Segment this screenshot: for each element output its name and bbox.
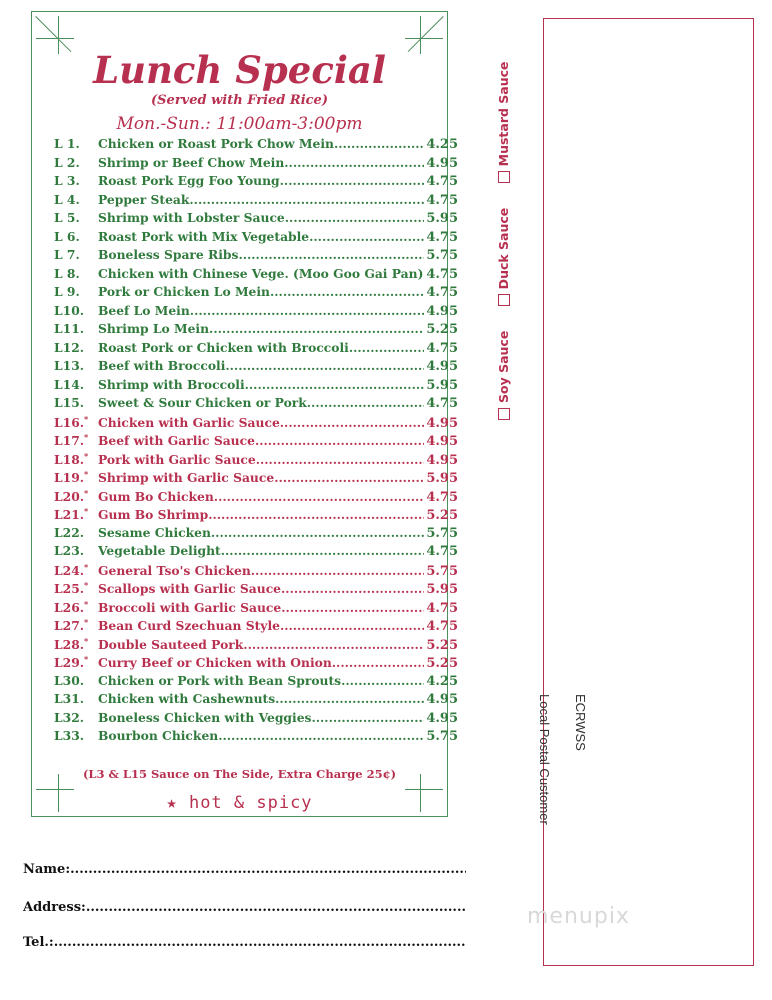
spicy-marker: * xyxy=(84,487,89,498)
item-name: Beef with Broccoli xyxy=(98,358,226,373)
duck-sauce-option[interactable]: Duck Sauce xyxy=(496,208,511,307)
leader-dots xyxy=(255,433,424,448)
item-price: 4.75 xyxy=(426,396,458,411)
tel-label: Tel.: xyxy=(23,935,54,950)
item-code: L16.* xyxy=(54,413,89,430)
item-code: L19.* xyxy=(54,469,89,486)
item-name: Shrimp or Beef Chow Mein xyxy=(98,154,285,170)
item-code: L32. xyxy=(54,709,85,725)
address-line[interactable] xyxy=(86,900,466,915)
item-price: 5.25 xyxy=(426,322,458,337)
item-price: 5.95 xyxy=(426,471,458,487)
leader-dots xyxy=(309,229,424,244)
item-name: Scallops with Garlic Sauce xyxy=(98,581,282,597)
leader-dots xyxy=(221,543,424,558)
spicy-marker: * xyxy=(84,598,89,609)
item-name: Roast Pork Egg Foo Young xyxy=(98,173,280,188)
item-price: 4.75 xyxy=(426,489,458,505)
item-code: L29.* xyxy=(54,654,89,671)
item-name: Chicken or Roast Pork Chow Mein xyxy=(98,136,334,151)
spicy-marker: * xyxy=(84,561,89,572)
item-code: L24.* xyxy=(54,561,89,578)
item-code: L28.* xyxy=(54,635,89,652)
item-name: Shrimp with Lobster Sauce xyxy=(98,210,285,225)
item-code: L12. xyxy=(54,339,85,355)
leader-dots xyxy=(256,452,424,467)
item-code: L15. xyxy=(54,395,85,410)
name-label: Name: xyxy=(23,862,71,877)
item-name: Beef with Garlic Sauce xyxy=(98,433,255,449)
leader-dots xyxy=(251,563,424,578)
item-price: 4.75 xyxy=(426,229,458,245)
item-code: L31. xyxy=(54,691,85,706)
menu-item xyxy=(54,266,458,285)
item-name: Shrimp Lo Mein xyxy=(98,321,210,336)
tel-line[interactable] xyxy=(54,935,466,950)
item-price: 4.95 xyxy=(426,359,458,374)
checkbox-icon[interactable] xyxy=(498,408,510,420)
menu-item xyxy=(54,617,458,636)
item-name: Sweet & Sour Chicken or Pork xyxy=(98,395,307,410)
item-name: General Tso's Chicken xyxy=(98,562,251,578)
spicy-marker: * xyxy=(84,635,89,646)
leader-dots xyxy=(307,395,424,410)
menu-item xyxy=(54,192,458,211)
item-name: Broccoli with Garlic Sauce xyxy=(98,599,282,615)
item-price: 4.25 xyxy=(426,673,458,689)
item-name: Sesame Chicken xyxy=(98,524,211,540)
star-icon: ★ xyxy=(166,793,178,813)
leader-dots xyxy=(285,210,424,225)
item-name: Shrimp with Broccoli xyxy=(98,376,245,392)
sauce-note: (L3 & L15 Sauce on The Side, Extra Charge 25¢) xyxy=(82,767,397,781)
item-price: 4.95 xyxy=(426,692,458,707)
item-price: 4.95 xyxy=(426,155,458,171)
menu-item xyxy=(54,580,458,599)
item-code: L20.* xyxy=(54,487,89,504)
leader-dots xyxy=(280,173,424,188)
menu-item xyxy=(54,229,458,248)
menu-item xyxy=(54,284,458,303)
menu-item xyxy=(54,358,458,377)
leader-dots xyxy=(332,655,424,670)
item-code: L13. xyxy=(54,358,85,373)
item-name: Double Sauteed Pork xyxy=(98,636,244,652)
menu-item xyxy=(54,247,458,266)
leader-dots xyxy=(281,600,424,615)
menu-item xyxy=(54,654,458,673)
item-name: Boneless Spare Ribs xyxy=(98,247,239,262)
ecrwss-text: ECRWSS xyxy=(573,694,588,751)
name-line[interactable] xyxy=(70,862,466,877)
item-price: 5.75 xyxy=(426,525,458,541)
item-code: L27.* xyxy=(54,617,89,634)
menu-item xyxy=(54,525,458,544)
watermark: menupix xyxy=(527,904,630,929)
item-price: 4.95 xyxy=(426,452,458,468)
item-price: 4.75 xyxy=(426,266,458,282)
menu-item xyxy=(54,155,458,174)
item-price: 4.75 xyxy=(426,619,458,635)
leader-dots xyxy=(218,728,424,743)
leader-dots xyxy=(334,136,424,151)
address-label: Address: xyxy=(23,900,86,915)
menu-item xyxy=(54,469,458,488)
item-name: Curry Beef or Chicken with Onion xyxy=(98,655,332,671)
leader-dots xyxy=(281,581,424,596)
item-code: L 8. xyxy=(54,265,80,281)
leader-dots xyxy=(190,303,424,318)
item-price: 4.75 xyxy=(426,285,458,300)
item-price: 4.95 xyxy=(426,303,458,319)
menu-item xyxy=(54,599,458,618)
leader-dots xyxy=(211,525,424,540)
item-name: Chicken or Pork with Bean Sprouts xyxy=(98,672,342,688)
item-price: 5.95 xyxy=(426,582,458,598)
leader-dots xyxy=(349,340,424,355)
item-code: L 7. xyxy=(54,247,80,262)
menu-item xyxy=(54,562,458,581)
hot-spicy-label: hot & spicy xyxy=(188,793,313,813)
spicy-marker: * xyxy=(84,506,89,516)
menu-item xyxy=(54,395,458,414)
item-code: L14. xyxy=(54,376,85,392)
item-name: Vegetable Delight xyxy=(98,543,221,558)
item-code: L26.* xyxy=(54,598,89,615)
item-price: 5.75 xyxy=(426,248,458,263)
menu-subtitle: (Served with Fried Rice) xyxy=(151,93,328,108)
menu-item xyxy=(54,377,458,396)
item-price: 5.25 xyxy=(426,637,458,653)
item-name: Pork with Garlic Sauce xyxy=(98,451,256,467)
leader-dots xyxy=(243,637,424,652)
item-code: L 1. xyxy=(54,136,80,151)
item-name: Gum Bo Shrimp xyxy=(98,507,209,523)
leader-dots xyxy=(270,284,424,299)
leader-dots xyxy=(189,192,424,207)
menu-item xyxy=(54,414,458,433)
menu-item xyxy=(54,432,458,451)
item-price: 4.95 xyxy=(426,415,458,431)
item-price: 4.75 xyxy=(426,340,458,356)
item-price: 4.75 xyxy=(426,174,458,189)
item-name: Pork or Chicken Lo Mein xyxy=(98,284,270,299)
menu-hours: Mon.-Sun.: 11:00am-3:00pm xyxy=(116,114,363,134)
item-name: Chicken with Garlic Sauce xyxy=(98,414,280,430)
spicy-marker: * xyxy=(84,617,89,627)
leader-dots xyxy=(214,489,424,504)
leader-dots xyxy=(275,691,424,706)
checkbox-icon[interactable] xyxy=(498,294,510,306)
leader-dots xyxy=(238,247,424,262)
menu-item xyxy=(54,506,458,525)
name-field[interactable] xyxy=(23,862,466,877)
item-price: 5.25 xyxy=(426,656,458,672)
item-name: Gum Bo Chicken xyxy=(98,488,214,504)
mustard-sauce-option[interactable]: Mustard Sauce xyxy=(496,61,511,183)
hot-spicy-legend xyxy=(32,793,447,813)
item-price: 4.75 xyxy=(426,192,458,208)
menu-list xyxy=(54,136,458,747)
menu-item xyxy=(54,636,458,655)
menu-item xyxy=(54,210,458,229)
leader-dots xyxy=(208,507,424,522)
leader-dots xyxy=(225,358,424,373)
menu-title: Lunch Special xyxy=(93,48,386,92)
leader-dots xyxy=(341,673,424,688)
item-name: Roast Pork or Chicken with Broccoli xyxy=(98,339,349,355)
item-code: L11. xyxy=(54,321,85,336)
item-code: L10. xyxy=(54,302,85,318)
menu-item xyxy=(54,321,458,340)
item-name: Boneless Chicken with Veggies xyxy=(98,709,312,725)
item-code: L21.* xyxy=(54,506,89,523)
item-price: 5.25 xyxy=(426,508,458,524)
leader-dots xyxy=(245,377,424,392)
item-price: 5.75 xyxy=(426,729,458,744)
item-code: L 4. xyxy=(54,191,80,207)
menu-item xyxy=(54,691,458,710)
item-name: Shrimp with Garlic Sauce xyxy=(98,470,275,486)
item-code: L 9. xyxy=(54,284,80,299)
local-postal-customer-text: Local Postal Customer xyxy=(537,694,552,825)
menu-item xyxy=(54,543,458,562)
spicy-marker: * xyxy=(84,654,89,664)
menu-item xyxy=(54,340,458,359)
sauce-options xyxy=(496,41,513,420)
menu-item xyxy=(54,136,458,155)
item-code: L30. xyxy=(54,672,85,688)
menu-item xyxy=(54,451,458,470)
menu-item xyxy=(54,710,458,729)
address-field[interactable] xyxy=(23,900,466,915)
menu-item xyxy=(54,488,458,507)
item-code: L 5. xyxy=(54,210,80,225)
menu-item xyxy=(54,728,458,747)
item-price: 4.25 xyxy=(426,137,458,152)
item-name: Chicken with Cashewnuts xyxy=(98,691,276,706)
menu-item xyxy=(54,673,458,692)
spicy-marker: * xyxy=(84,450,89,461)
item-name: Bean Curd Szechuan Style xyxy=(98,618,280,634)
leader-dots xyxy=(311,710,424,725)
leader-dots xyxy=(280,618,424,633)
item-price: 4.75 xyxy=(426,600,458,616)
postal-address xyxy=(526,694,598,825)
item-code: L22. xyxy=(54,524,85,540)
item-name: Beef Lo Mein xyxy=(98,302,190,318)
item-name: Pepper Steak xyxy=(98,191,190,207)
item-code: L 2. xyxy=(54,154,80,170)
item-code: L 3. xyxy=(54,173,80,188)
leader-dots xyxy=(284,155,424,170)
leader-dots xyxy=(280,415,424,430)
item-code: L25.* xyxy=(54,580,89,597)
item-price: 4.95 xyxy=(426,710,458,726)
soy-sauce-option[interactable]: Soy Sauce xyxy=(496,331,511,420)
item-code: L17.* xyxy=(54,432,89,449)
item-price: 4.75 xyxy=(426,544,458,559)
leader-dots xyxy=(274,470,424,485)
spicy-marker: * xyxy=(84,413,89,424)
item-name: Roast Pork with Mix Vegetable xyxy=(98,228,310,244)
item-price: 5.75 xyxy=(426,563,458,579)
item-code: L 6. xyxy=(54,228,80,244)
item-price: 5.95 xyxy=(426,377,458,393)
checkbox-icon[interactable] xyxy=(498,171,510,183)
spicy-marker: * xyxy=(84,580,89,590)
menu-item xyxy=(54,173,458,192)
item-price: 5.95 xyxy=(426,211,458,226)
leader-dots xyxy=(209,321,424,336)
spicy-marker: * xyxy=(84,469,89,479)
spicy-marker: * xyxy=(84,432,89,442)
menu-item xyxy=(54,303,458,322)
item-name: Bourbon Chicken xyxy=(98,728,219,743)
item-price: 4.95 xyxy=(426,434,458,450)
item-code: L23. xyxy=(54,543,85,558)
tel-field[interactable] xyxy=(23,935,466,950)
item-code: L33. xyxy=(54,728,85,743)
item-name: Chicken with Chinese Vege. (Moo Goo Gai Pan) xyxy=(98,265,424,281)
item-code: L18.* xyxy=(54,450,89,467)
